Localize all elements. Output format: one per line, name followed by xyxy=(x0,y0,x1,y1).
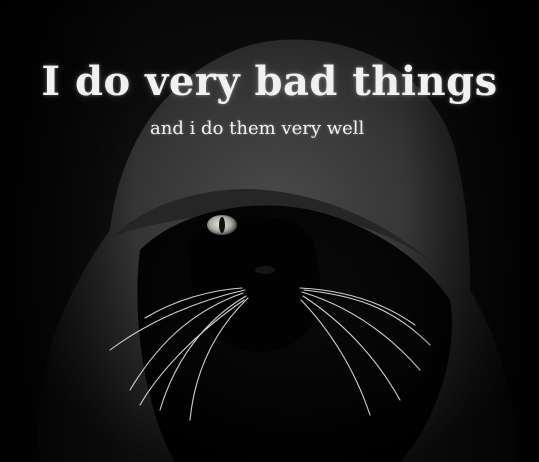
headline-text: I do very bad things xyxy=(41,58,498,105)
subline-text: and i do them very well xyxy=(150,118,365,139)
